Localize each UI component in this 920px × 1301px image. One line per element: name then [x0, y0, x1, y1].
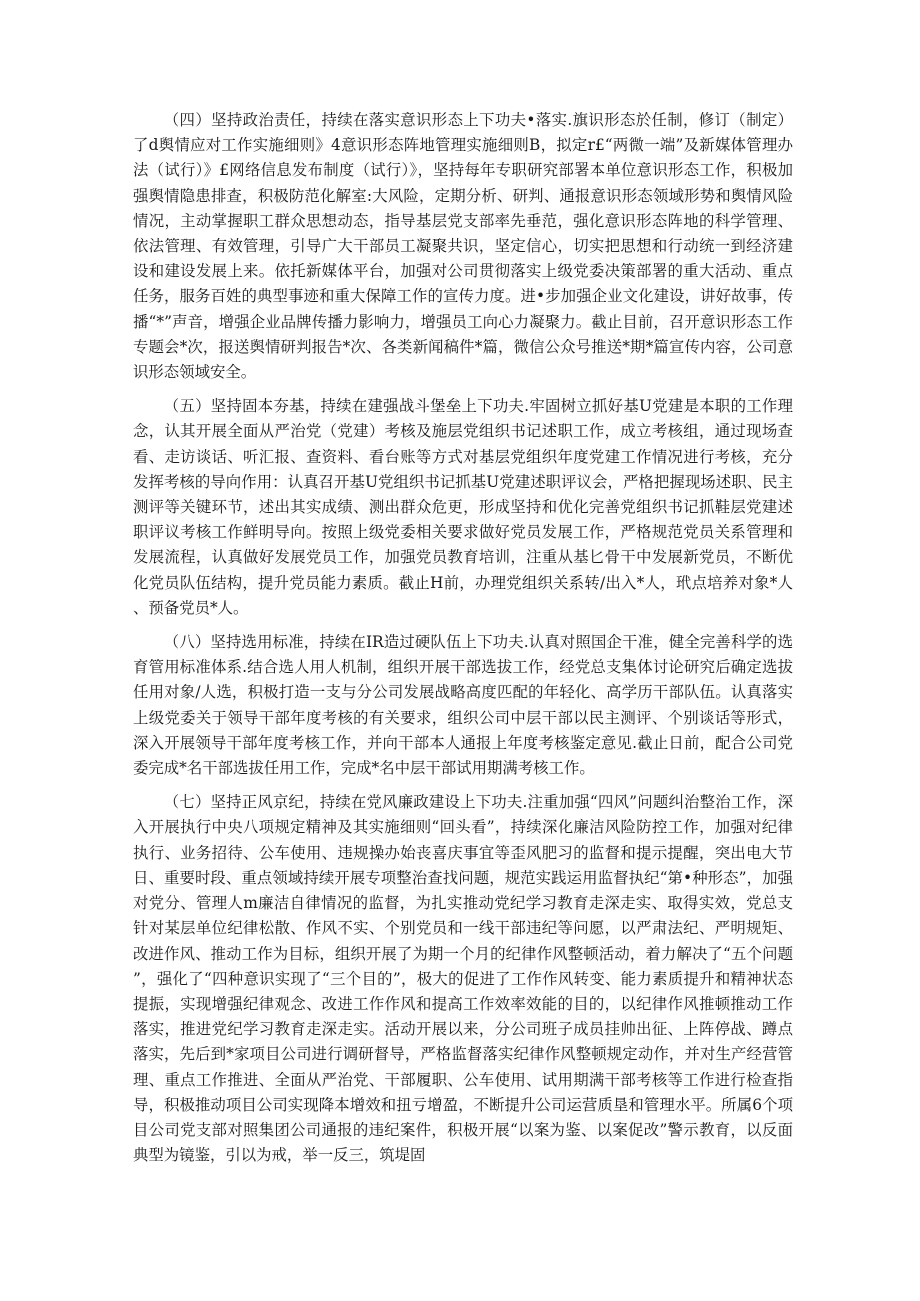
- document-body: [133, 108, 793, 1177]
- paragraph-cadre-selection: （八）坚持选用标准，持续在IR造过硬队伍上下功夫.认真对照国企干准，健全完善科学的选育管用标准体系.结合选人用人机制，组织开展干部选拔工作，经党总支集体讨论研究后确定选拔任用对象/人选，积极打造一支与分公司发展战略高度匹配的年轻化、高学历干部队伍。认真落实上级党委关于领导干部年度考核的有关要求，组织公司中层干部以民主测评、个别谈话等形式，深入开展领导干部年度考核工作，并向干部本人通报上年度考核鉴定意见.截止日前，配合公司党委完成*名干部选拔任用工作，完成*名中层干部试用期满考核工作。: [133, 633, 793, 778]
- paragraph-integrity-discipline: （七）坚持正风京纪，持续在党风廉政建设上下功夫.注重加强“四风”问题纠治整治工作，深入开展执行中央八项规定精神及其实施细则“回头看”，持续深化廉洁风险防控工作，加强对纪律执行、业务招待、公车使用、违规操办始丧喜庆事宜等歪风肥习的监督和提示提醒，突出电大节日、重要时段、重点领域持续开展专项整治查找问题，规范实践运用监督执纪“第•种形态”，加强对党分、管理人m廉洁自律情况的监督，为扎实推动党纪学习教育走深走实、取得实效，党总支针对某层单位纪律松散、作风不实、个别党员和一线干部违纪等问愿，以严肃法纪、严明规矩、改进作风、推动工作为目标，组织开展了为期一个月的纪律作风整顿活动，着力解决了“五个问题”，强化了“四种意识实现了“三个目的”，极大的促进了工作作风转变、能力素质提升和精神状态提振，实现增强纪律观念、改进工作作风和提高工作效率效能的目的，以纪律作风推顿推动工作落实，推进党纪学习教育走深走实。活动开展以来，分公司班子成员挂帅出征、上阵停战、蹲点落实，先后到*家项目公司进行调研督导，严格监督落实纪律作风整顿规定动作，并对生产经营管理、重点工作推进、全面从严治党、干部履职、公车使用、试用期满干部考核等工作进行检查指导，积极推动项目公司实现降本增效和扭亏增盈，不断提升公司运营质垦和管理水平。所属6个项目公司党支部对照集团公司通报的违纪案件，积极开展“以案为鉴、以案促改”警示教育，以反面典型为镜鉴，引以为戒，举一反三，筑堤固: [133, 793, 793, 1165]
- paragraph-party-building: （五）坚持固本夯基，持续在建强战斗堡垒上下功夫.牢固树立抓好基U党建是本职的工作理念，认其开展全面从严治党（党建）考核及施层党组织书记述职工作，成立考核组，通过现场查看、走访谈话、听汇报、查资料、看台账等方式对基层党组织年度党建工作情况进行考核，充分发挥考核的导向作用：认真召开基U党组织书记抓基U党建述职评议会，严格把握现场述职、民主测评等关键环节，述出其实成绩、测出群众危更，形成坚持和优化完善党组织书记抓鞋层党建述职评议考核工作鲜明导向。按照上级党委相关要求做好党员发展工作，严格规范党员关系管理和发展流程，认真做好发展党员工作，加强党员教育培训，注重从基匕骨干中发展新党员，不断优化党员队伍结构，提升党员能力素质。截止H前，办理党组织关系转/出入*人，玳点培养对象*人、预备党员*人。: [133, 397, 793, 617]
- paragraph-political-responsibility: （四）坚持政治责任，持续在落实意识形态上下功夫•落实.旗识形态於任制，修订（制定）了d舆情应对工作实施细则》4意识形态阵地管理实施细则B，拟定r£“两微一端”及新媒体管理办法（试行）》£网络信息发布制度（试行）》，坚持每年专职研究部署本单位意识形态工作，积极加强舆情隐患排查，积极防范化解室:大风险，定期分析、研判、通报意识形态领域形势和舆情风险情况，主动掌握职工群众思想动态，指导基层党支部率先垂范，强化意识形态阵地的科学管理、依法管理、有效管理，引导广大干部员工凝聚共识，坚定信心，切实把思想和行动统一到经济建设和建设发展上来。依托新媒体平台，加强对公司贯彻落实上级党委决策部署的重大活动、重点任务，服务百姓的典型事迹和重大保障工作的宣传力度。进•步加强企业文化建设，讲好故事，传播“*”声音，增强企业品牌传播力影响力，增强员工向心力凝聚力。截止目前，召开意识形态工作专题会*次，报送舆情研判报告*次、各类新闻稿件*篇，微信公众号推送*期*篇宣传内容，公司意识形态领域安全。: [133, 111, 793, 382]
